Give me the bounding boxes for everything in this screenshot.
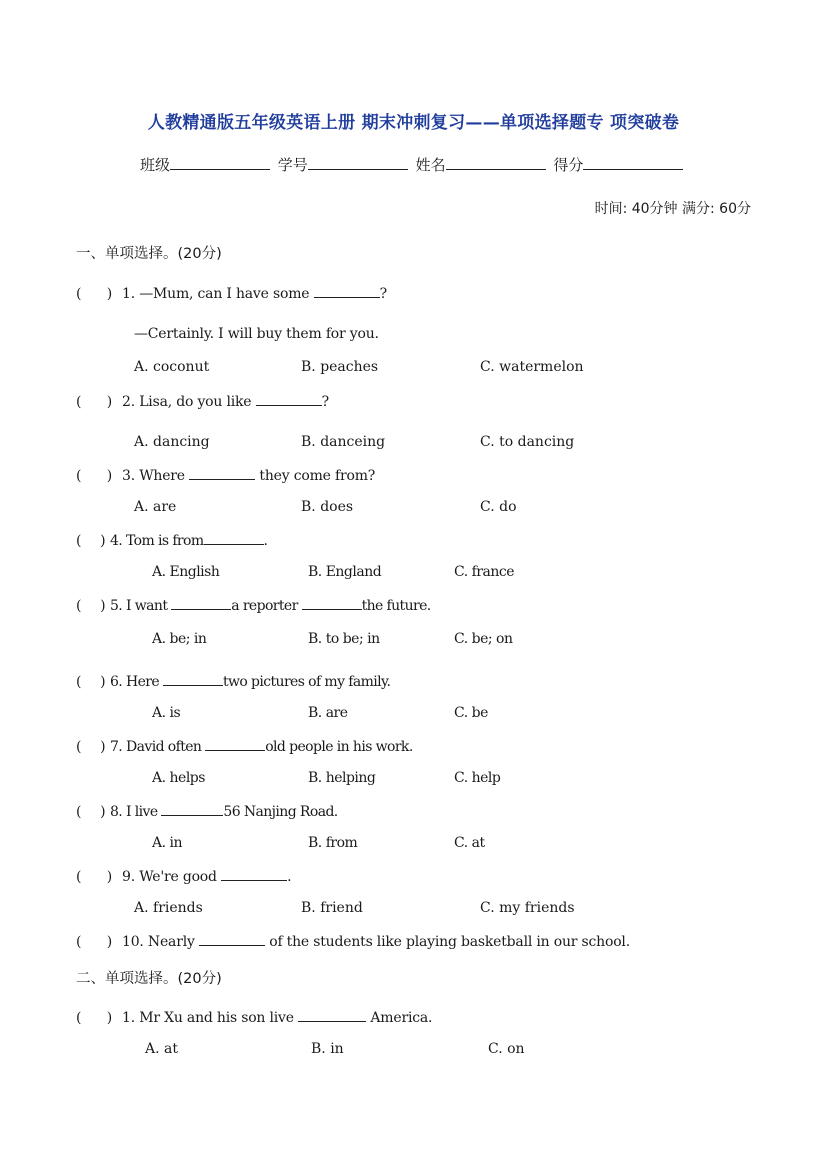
option-a[interactable]: A. helps	[152, 770, 205, 786]
student-info-row	[140, 154, 686, 175]
option-c[interactable]: C. help	[454, 770, 501, 786]
answer-bracket[interactable]: ( )	[76, 804, 106, 820]
answer-blank[interactable]	[161, 803, 223, 816]
answer-blank[interactable]	[298, 1009, 366, 1022]
answer-blank[interactable]	[221, 868, 287, 881]
question-text: 8. I live	[110, 804, 158, 820]
class-label: 班级	[140, 156, 171, 174]
score-label: 得分	[553, 156, 584, 174]
question-text: 9. We're good	[122, 869, 217, 885]
option-a[interactable]: A. in	[152, 835, 183, 851]
question-text-after: of the students like playing basketball in our school.	[269, 934, 630, 950]
option-a[interactable]: A. dancing	[134, 434, 210, 450]
answer-bracket[interactable]: ( )	[76, 598, 106, 614]
answer-bracket[interactable]: ( )	[76, 1010, 113, 1026]
answer-blank[interactable]	[314, 285, 380, 298]
section2-question-1	[76, 1009, 432, 1026]
question-text-after: old people in his work.	[265, 739, 413, 755]
name-blank[interactable]	[446, 155, 546, 170]
question-10	[76, 933, 630, 950]
question-text-after: two pictures of my family.	[222, 674, 391, 690]
option-c[interactable]: C. at	[454, 835, 485, 851]
option-b[interactable]: B. does	[301, 499, 354, 515]
option-c[interactable]: C. watermelon	[480, 359, 584, 375]
answer-bracket[interactable]: ( )	[76, 869, 113, 885]
question-6	[76, 673, 390, 690]
time-info: 时间: 40分钟 满分: 60分	[594, 201, 751, 217]
page-title: 人教精通版五年级英语上册 期末冲刺复习——单项选择题专 项突破卷	[147, 113, 680, 133]
question-text: 4. Tom is from	[110, 533, 204, 549]
option-b[interactable]: B. to be; in	[308, 631, 380, 647]
answer-blank[interactable]	[205, 738, 265, 751]
answer-blank[interactable]	[189, 467, 255, 480]
option-c[interactable]: C. on	[488, 1041, 525, 1057]
answer-bracket[interactable]: ( )	[76, 286, 113, 302]
question-5	[76, 597, 431, 614]
section-heading: 一、单项选择。(20分)	[76, 246, 222, 262]
question-text: 2. Lisa, do you like	[122, 394, 252, 410]
answer-bracket[interactable]: ( )	[76, 394, 113, 410]
option-a[interactable]: A. at	[145, 1041, 178, 1057]
question-text: 6. Here	[110, 674, 160, 690]
option-a[interactable]: A. friends	[134, 900, 203, 916]
class-blank[interactable]	[170, 155, 270, 170]
answer-blank-2[interactable]	[302, 597, 362, 610]
answer-bracket[interactable]: ( )	[76, 533, 106, 549]
option-b[interactable]: B. from	[308, 835, 358, 851]
option-c[interactable]: C. my friends	[480, 900, 575, 916]
option-a[interactable]: A. are	[134, 499, 177, 515]
question-text: 3. Where	[122, 468, 185, 484]
answer-blank[interactable]	[199, 933, 265, 946]
answer-blank[interactable]	[256, 393, 322, 406]
question-1-reply: —Certainly. I will buy them for you.	[134, 326, 379, 342]
question-text-after: ?	[321, 394, 329, 410]
option-a[interactable]: A. is	[152, 705, 181, 721]
option-b[interactable]: B. peaches	[301, 359, 379, 375]
question-text: 7. David often	[110, 739, 202, 755]
question-text-after: the future.	[361, 598, 431, 614]
option-c[interactable]: C. be	[454, 705, 488, 721]
question-1	[76, 285, 387, 302]
option-c[interactable]: C. to dancing	[480, 434, 575, 450]
question-2	[76, 393, 329, 410]
question-text-after: they come from?	[259, 468, 376, 484]
option-b[interactable]: B. in	[311, 1041, 344, 1057]
question-text-after: America.	[370, 1010, 433, 1026]
question-9	[76, 868, 291, 885]
question-text: 1. —Mum, can I have some	[122, 286, 310, 302]
answer-blank-1[interactable]	[171, 597, 231, 610]
answer-bracket[interactable]: ( )	[76, 674, 106, 690]
question-text-mid: a reporter	[231, 598, 298, 614]
section-heading: 二、单项选择。(20分)	[76, 971, 222, 987]
answer-bracket[interactable]: ( )	[76, 468, 113, 484]
question-text: 1. Mr Xu and his son live	[122, 1010, 294, 1026]
answer-bracket[interactable]: ( )	[76, 739, 106, 755]
number-blank[interactable]	[308, 155, 408, 170]
option-c[interactable]: C. france	[454, 564, 514, 580]
question-text-after: 56 Nanjing Road.	[223, 804, 338, 820]
answer-blank[interactable]	[204, 532, 264, 545]
option-a[interactable]: A. coconut	[134, 359, 210, 375]
option-b[interactable]: B. friend	[301, 900, 363, 916]
question-3	[76, 467, 375, 484]
question-text-after: .	[263, 533, 268, 549]
question-text-after: ?	[379, 286, 387, 302]
question-text: 5. I want	[110, 598, 168, 614]
question-8	[76, 803, 338, 820]
option-b[interactable]: B. England	[308, 564, 382, 580]
name-label: 姓名	[415, 156, 446, 174]
option-b[interactable]: B. are	[308, 705, 348, 721]
answer-blank[interactable]	[163, 673, 223, 686]
option-b[interactable]: B. helping	[308, 770, 376, 786]
question-text-after: .	[287, 869, 292, 885]
option-c[interactable]: C. be; on	[454, 631, 513, 647]
question-text: 10. Nearly	[122, 934, 195, 950]
question-4	[76, 532, 267, 549]
score-blank[interactable]	[583, 155, 683, 170]
number-label: 学号	[277, 156, 308, 174]
answer-bracket[interactable]: ( )	[76, 934, 113, 950]
option-c[interactable]: C. do	[480, 499, 517, 515]
option-a[interactable]: A. English	[152, 564, 220, 580]
option-a[interactable]: A. be; in	[152, 631, 207, 647]
question-7	[76, 738, 413, 755]
option-b[interactable]: B. danceing	[301, 434, 386, 450]
